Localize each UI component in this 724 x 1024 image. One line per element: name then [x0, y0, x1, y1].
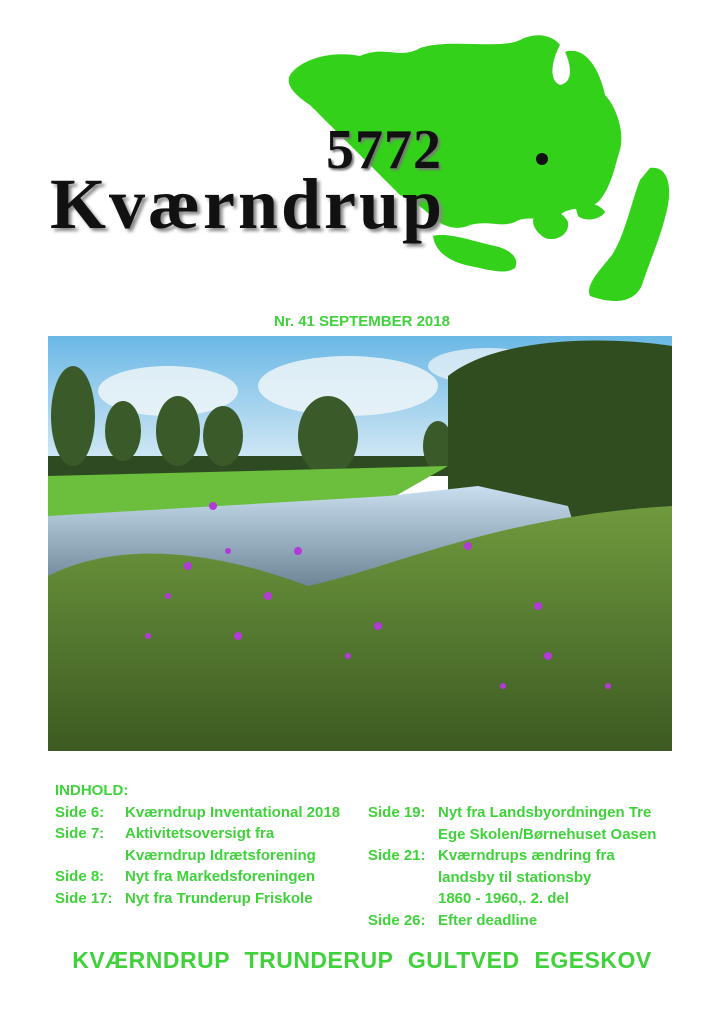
toc-page [55, 845, 125, 867]
toc-entry [368, 910, 656, 932]
small-island-2 [575, 203, 605, 220]
toc-page: Side 6: [55, 803, 105, 821]
magazine-title: Kværndrup [50, 164, 446, 244]
toc-entry [368, 824, 656, 846]
toc-entry [55, 823, 340, 845]
toc-page: Side 8: [55, 868, 105, 885]
small-island-1 [533, 210, 568, 239]
footer-villages: KVÆRNDRUP TRUNDERUP GULTVED EGESKOV [72, 947, 652, 973]
toc-page [368, 867, 438, 889]
toc-entry [368, 802, 656, 824]
toc-page: Side 26: [368, 911, 426, 929]
toc-title: Nyt fra Markedsforeningen [125, 868, 316, 885]
table-of-contents [55, 780, 340, 909]
toc-page: Side 7: [55, 825, 105, 842]
toc-page [368, 824, 438, 846]
south-island [433, 235, 516, 272]
toc-title: 1860 - 1960,. 2. del [438, 890, 569, 907]
postal-code: 5772 [326, 119, 442, 181]
toc-heading: INDHOLD: [55, 782, 129, 799]
toc-entry [368, 867, 656, 889]
toc-entry [55, 845, 340, 867]
toc-title: Aktivitetsoversigt fra [125, 825, 275, 842]
toc-page: Side 19: [368, 804, 426, 821]
toc-title: landsby til stationsby [438, 868, 592, 886]
toc-title: Kværndrups ændring fra [438, 847, 615, 864]
toc-title: Nyt fra Trunderup Friskole [125, 889, 313, 907]
toc-right-column [368, 802, 656, 931]
town-marker-dot [536, 153, 548, 165]
toc-title: Nyt fra Landsbyordningen Tre [438, 804, 652, 821]
toc-title: Kværndrup Idrætsforening [125, 846, 316, 864]
toc-page [368, 888, 438, 910]
cover-photo-pond-landscape [48, 336, 672, 751]
issue-label: Nr. 41 SEPTEMBER 2018 [274, 313, 450, 330]
toc-title: Ege Skolen/Børnehuset Oasen [438, 825, 657, 843]
toc-title: Efter deadline [438, 911, 538, 929]
toc-entry [368, 845, 656, 867]
toc-page: Side 17: [55, 889, 113, 907]
toc-entry [55, 888, 340, 910]
toc-entry [55, 866, 340, 888]
toc-entry [55, 802, 340, 824]
toc-page: Side 21: [368, 847, 426, 864]
toc-title: Kværndrup Inventational 2018 [125, 803, 341, 821]
toc-entry [368, 888, 656, 910]
